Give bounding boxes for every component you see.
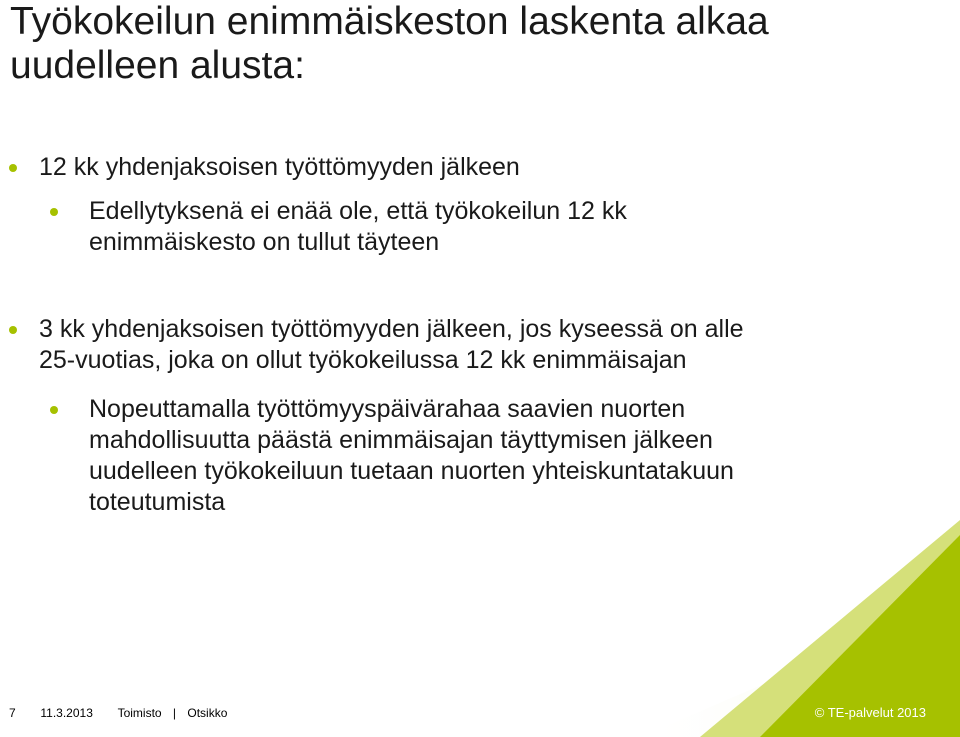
bullet-text bbox=[89, 196, 627, 258]
sub-bullet-item-2 bbox=[50, 394, 734, 518]
slide-title bbox=[10, 0, 910, 88]
bullet-line: mahdollisuutta päästä enimmäisajan täyttymisen jälkeen bbox=[89, 426, 713, 454]
bullet-icon bbox=[9, 326, 17, 334]
footer-subject: Otsikko bbox=[187, 706, 228, 720]
bullet-line: 12 kk yhdenjaksoisen työttömyyden jälkeen bbox=[39, 153, 520, 181]
footer-department: Toimisto bbox=[117, 706, 162, 720]
footer-left bbox=[9, 706, 227, 720]
bullet-item-2 bbox=[9, 314, 744, 376]
bullet-icon bbox=[9, 164, 17, 172]
bullet-line: uudelleen työkokeiluun tuetaan nuorten yhteiskuntatakuun bbox=[89, 457, 734, 485]
bullet-line: Edellytyksenä ei enää ole, että työkokeilun 12 kk bbox=[89, 197, 627, 225]
title-line-1: Työkokeilun enimmäiskeston laskenta alkaa bbox=[10, 0, 769, 43]
bullet-text bbox=[39, 314, 744, 376]
sub-bullet-item-1 bbox=[50, 196, 627, 258]
bullet-line: enimmäiskesto on tullut täyteen bbox=[89, 228, 440, 256]
page-number: 7 bbox=[9, 706, 16, 720]
bullet-text bbox=[89, 394, 734, 518]
footer-separator: | bbox=[172, 706, 177, 720]
bullet-item-1 bbox=[9, 152, 520, 183]
footer-copyright: © TE-palvelut 2013 bbox=[814, 705, 926, 720]
bullet-line: 25-vuotias, joka on ollut työkokeilussa 12 kk enimmäisajan bbox=[39, 346, 687, 374]
bullet-icon bbox=[50, 208, 58, 216]
bullet-line: 3 kk yhdenjaksoisen työttömyyden jälkeen, jos kyseessä on alle bbox=[39, 315, 744, 343]
slide-footer bbox=[0, 700, 960, 730]
bullet-text bbox=[39, 152, 520, 183]
bullet-line: Nopeuttamalla työttömyyspäivärahaa saavien nuorten bbox=[89, 395, 686, 423]
footer-date: 11.3.2013 bbox=[40, 706, 93, 720]
title-line-2: uudelleen alusta: bbox=[10, 44, 305, 87]
bullet-icon bbox=[50, 406, 58, 414]
bullet-line: toteutumista bbox=[89, 488, 226, 516]
